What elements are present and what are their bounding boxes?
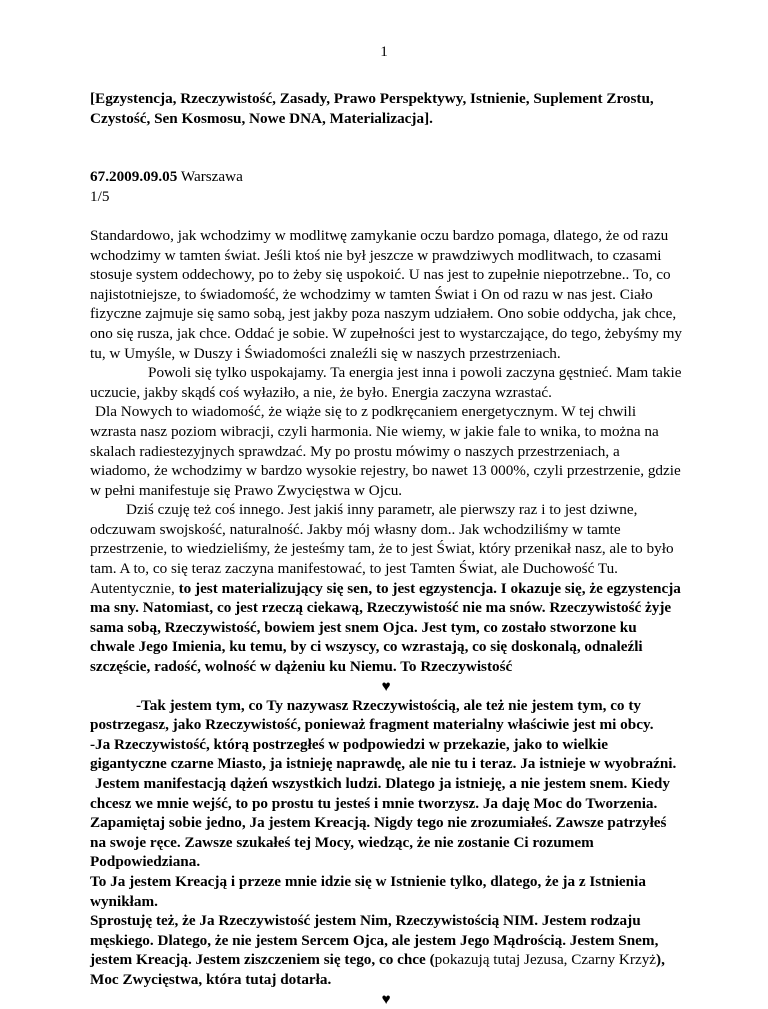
- bold-paragraph-4: Zapamiętaj sobie jedno, Ja jestem Kreacją. Nigdy tego nie zrozumiałeś. Zawsze patrzyłeś na swoje ręce. Zawsze szukałeś tej Mocy, wiedząc, że nie zostanie Ci rozumem Podpowiedziana.: [90, 814, 667, 871]
- document-body: [90, 89, 682, 1009]
- bold-paragraph-1: -Tak jestem tym, co Ty nazywasz Rzeczywistością, ale też nie jestem tym, co ty postrzegasz, jako Rzeczywistość, ponieważ fragment materialny właściwie jest mi obcy.: [90, 696, 654, 734]
- entry-part: 1/5: [90, 187, 110, 205]
- page-number: 1: [380, 43, 388, 60]
- bold-paragraph-5: To Ja jestem Kreacją i przeze mnie idzie się w Istnienie tylko, dlatego, że ja z Istnienia wynikłam.: [90, 872, 646, 910]
- paragraph-1: Standardowo, jak wchodzimy w modlitwę zamykanie oczu bardzo pomaga, dlatego, że od razu wchodzimy w tamten świat. Jeśli ktoś nie był jeszcze w prawdziwych modlitwach, to czasami stosuje system oddechowy, po to żeby się uspokoić. U nas jest to zupełnie niepotrzebne.. To, co najistotniejsze, to świadomość, że wchodzimy w tamten Świat i On od razu w nas jest. Ciało fizyczne zajmuje się samo sobą, jest jakby poza naszym udziałem. Ono sobie oddycha, jak chce, ono się rusza, jak chce. Oddać je sobie. W zupełności jest to wystarczające, do tego, żebyśmy my tu, w Umyśle, w Duszy i Świadomości znaleźli się w naszych przestrzeniach.: [90, 226, 682, 362]
- heart-separator-2: ♥: [381, 990, 391, 1008]
- paragraph-2: Powoli się tylko uspokajamy. Ta energia jest inna i powoli zaczyna gęstnieć. Mam takie uczucie, jakby skądś coś wyłaziło, a nie, że było. Energia zaczyna wzrastać.: [90, 364, 682, 401]
- heart-separator-1: ♥: [381, 677, 391, 695]
- bold-paragraph-6-aside: pokazują tutaj Jezusa, Czarny Krzyż: [434, 951, 657, 969]
- bold-paragraph-6-end: ), Moc Zwycięstwa, która tutaj dotarła.: [90, 951, 665, 988]
- paragraph-4-bold-text: to jest materializujący się sen, to jest egzystencja. I okazuje się, że egzystencja ma sny. Natomiast, co jest rzeczą ciekawą, Rzeczywistość nie ma snów. Rzeczywistość żyje sama sobą, Rzeczywistość, bowiem jest snem Ojca. Jest tym, co zostało stworzone ku chwale Jego Imienia, ku temu, by ci wszyscy, co wzrastają, co się doskonalą, odnaleźli szczęście, radość, wolność w dążeniu ku Niemu. To Rzeczywistość: [90, 579, 681, 676]
- bold-paragraph-3: Jestem manifestacją dążeń wszystkich ludzi. Dlatego ja istnieję, a nie jestem snem. Kiedy chcesz we mnie wejść, to po prostu tu jesteś i mnie tworzysz. Ja daję Moc do Tworzenia.: [90, 775, 670, 812]
- document-heading: [Egzystencja, Rzeczywistość, Zasady, Prawo Perspektywy, Istnienie, Suplement Zrostu, Czystość, Sen Kosmosu, Nowe DNA, Materializacja].: [90, 90, 654, 127]
- spacer: [90, 206, 682, 226]
- paragraph-4-text: Dziś czuję też coś innego. Jest jakiś inny parametr, ale pierwszy raz i to jest dziwne, odczuwam swojskość, naturalność. Jakby mój własny dom.. Jak wchodziliśmy w tamte przestrzenie, to wiedzieliśmy, że jesteśmy tam, że to jest Świat, który przenikał nasz, ale to było tam. A to, co się teraz zaczyna manifestować, to jest Tamten Świat, ale Duchowość Tu. Autentycznie,: [90, 501, 674, 597]
- entry-number: 67.2009.09.05: [90, 168, 178, 186]
- entry-date-line: [90, 167, 682, 187]
- paragraph-3: Dla Nowych to wiadomość, że wiąże się to z podkręcaniem energetycznym. W tej chwili wzrasta nasz poziom wibracji, czyli harmonia. Nie wiemy, w jakie fale to wnika, to można na skalach radiestezyjnych sprawdzać. My po prostu mówimy o naszych przestrzeniach, a wiadomo, że wchodzimy w bardzo wysokie rejestry, bo nawet 13 000%, czyli przestrzenie, gdzie w pełni manifestuje się Prawo Zwycięstwa w Ojcu.: [90, 403, 681, 499]
- bold-paragraph-2: -Ja Rzeczywistość, którą postrzegłeś w podpowiedzi w przekazie, jako to wielkie gigantyczne czarne Miasto, ja istnieję naprawdę, ale nie tu i teraz. Ja istnieje w wyobraźni.: [90, 735, 677, 773]
- spacer: [90, 128, 682, 167]
- bold-paragraph-6-start: Sprostuję też, że Ja Rzeczywistość jestem Nim, Rzeczywistością NIM. Jestem rodzaju męskiego. Dlatego, że nie jestem Sercem Ojca, ale jestem Jego Mądrością. Jestem Snem, jestem Kreacją. Jestem ziszczeniem się tego, co chce (: [90, 912, 659, 969]
- bold-paragraph-6: [90, 911, 682, 989]
- paragraph-4: [90, 500, 682, 676]
- entry-place: Warszawa: [177, 168, 243, 186]
